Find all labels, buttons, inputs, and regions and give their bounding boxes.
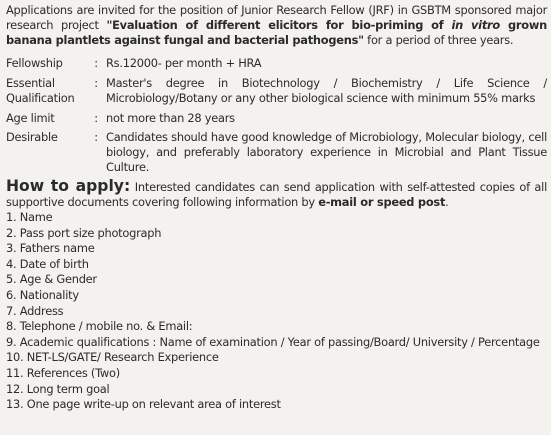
detail-row-desirable [6,130,547,179]
list-item: 8. Telephone / mobile no. & Email: [6,319,193,334]
list-item: 6. Nationality [6,287,79,302]
detail-row-essential-qualification [6,76,547,111]
intro-paragraph [6,3,547,49]
list-item: 1. Name [6,210,53,225]
detail-row-fellowship [6,56,547,76]
list-item: 2. Pass port size photograph [6,225,162,240]
required-information-list [6,210,547,413]
list-item: 3. Fathers name [6,241,95,256]
detail-label: Age limit [6,110,55,125]
how-to-apply-end: . [445,194,449,209]
detail-colon: : [94,129,98,144]
detail-value: not more than 28 years [106,110,235,125]
how-to-apply-colon: : [123,176,131,195]
detail-colon: : [94,55,98,70]
detail-colon: : [94,75,98,90]
list-item: 13. One page write-up on relevant area of interest [6,397,281,412]
list-item: 12. Long term goal [6,381,110,396]
how-to-apply-paragraph [6,176,547,210]
detail-value: Master's degree in Biotechnology / Biochemistry / Life Science / Microbiology/Botany or any other biological science with minimum 55% marks [106,75,547,105]
project-title-italic: in vitro [451,18,500,33]
project-title-part: "Evaluation of different elicitors for bio-priming of [106,18,452,33]
how-to-apply-text: Interested candidates can send application with self-attested copies of all supportive documents covering following information by [6,179,547,209]
list-item: 4. Date of birth [6,256,89,271]
how-to-apply-heading: How to apply [6,176,124,195]
detail-label: Fellowship [6,55,63,70]
intro-text-end: for a period of three years. [363,33,514,48]
detail-value: Candidates should have good knowledge of Microbiology, Molecular biology, cell biology, and preferably laboratory experience in Microbial and Plant Tissue Culture. [106,129,547,175]
intro-text: Applications are invited for the position of Junior Research Fellow (JRF) in GSBTM sponsored major research project [6,3,547,33]
position-details [6,56,547,179]
list-item: 9. Academic qualifications : Name of examination / Year of passing/Board/ University / Percentage [6,334,540,349]
list-item: 7. Address [6,303,64,318]
detail-row-age-limit [6,111,547,130]
list-item: 10. NET-LS/GATE/ Research Experience [6,350,219,365]
detail-label: Essential Qualification [6,75,75,105]
project-title-part: grown banana plantlets against fungal and bacterial pathogens" [6,18,547,48]
detail-colon: : [94,110,98,125]
submission-method: e-mail or speed post [318,194,446,209]
list-item: 5. Age & Gender [6,272,97,287]
detail-value: Rs.12000- per month + HRA [106,55,262,70]
list-item: 11. References (Two) [6,365,120,380]
detail-label: Desirable [6,129,58,144]
